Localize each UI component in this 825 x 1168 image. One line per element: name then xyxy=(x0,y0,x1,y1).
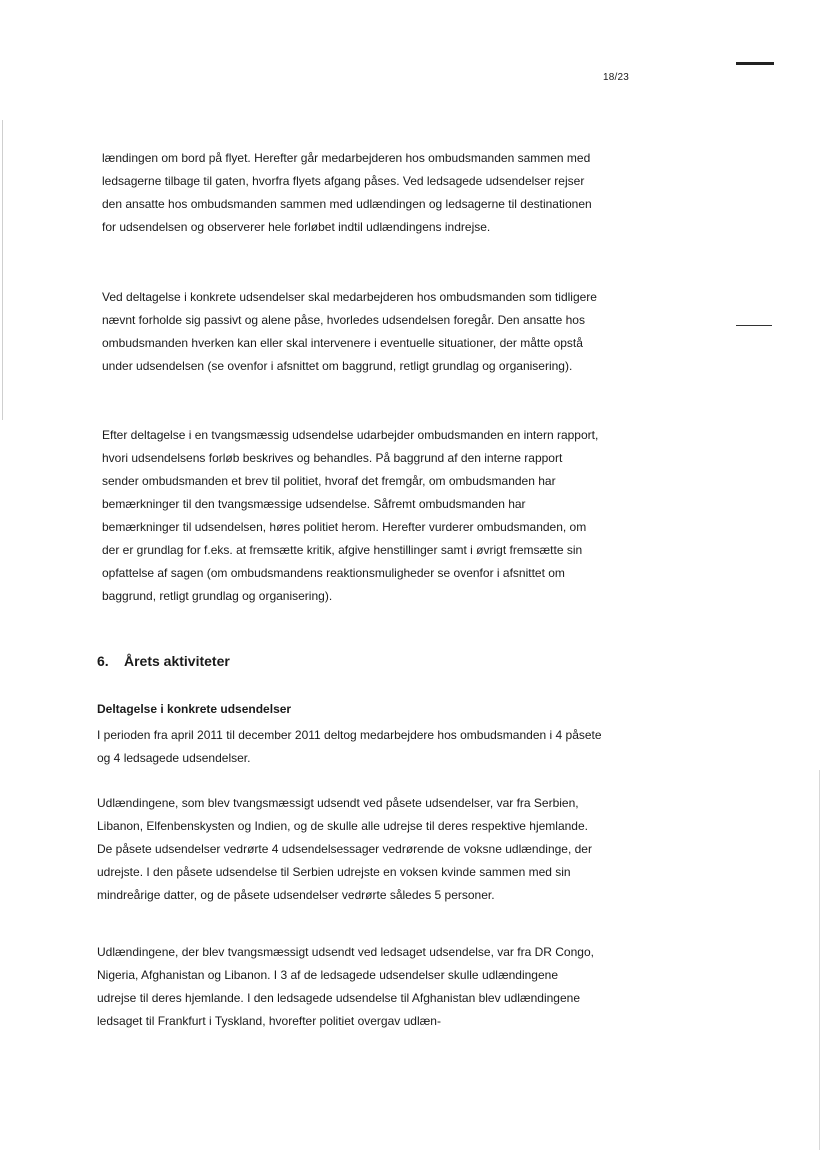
section-heading xyxy=(97,653,230,669)
body-paragraph: Udlændingene, som blev tvangsmæssigt udsendt ved påsete udsendelser, var fra Serbien, Libanon, Elfenbenskysten og Indien, og de skulle alle udrejse til deres respektive hjemlande. De påsete udsendelser vedrørte 4 udsendelsessager vedrørende de voksne udlændinge, der udrejste. I den påsete udsendelse til Serbien udrejste en voksen kvinde sammen med sin mindreårige datter, og de påsete udsendelser vedrørte således 5 personer. xyxy=(97,796,592,902)
scan-mark-margin xyxy=(736,325,772,326)
body-paragraph: I perioden fra april 2011 til december 2011 deltog medarbejdere hos ombudsmanden i 4 påsete og 4 ledsagede udsendelser. xyxy=(97,728,602,765)
scan-edge-right xyxy=(819,770,820,1150)
section-number: 6. xyxy=(97,653,109,669)
section-title: Årets aktiviteter xyxy=(124,653,230,669)
page-number: 18/23 xyxy=(603,72,630,83)
subheading: Deltagelse i konkrete udsendelser xyxy=(97,702,292,716)
body-paragraph: Efter deltagelse i en tvangsmæssig udsendelse udarbejder ombudsmanden en intern rapport, hvori udsendelsens forløb beskrives og behandles. På baggrund af den interne rapport sender ombudsmanden et brev til politiet, hvoraf det fremgår, om ombudsmanden har bemærkninger til den tvangsmæssige udsendelse. Såfremt ombudsmanden har bemærkninger til udsendelsen, høres politiet herom. Herefter vurderer ombudsmanden, om der er grundlag for f.eks. at fremsætte kritik, afgive henstillinger samt i øvrigt fremsætte sin opfattelse af sagen (om ombudsmandens reaktionsmuligheder se ovenfor i afsnittet om baggrund, retligt grundlag og organisering). xyxy=(102,428,599,603)
scan-edge-left xyxy=(2,120,3,420)
body-paragraph: lændingen om bord på flyet. Herefter går medarbejderen hos ombudsmanden sammen med ledsagerne tilbage til gaten, hvorfra flyets afgang påses. Ved ledsagede udsendelser rejser den ansatte hos ombudsmanden sammen med udlændingen og ledsagerne til destinationen for udsendelsen og observerer hele forløbet indtil udlændingens indrejse. xyxy=(102,151,592,234)
body-paragraph: Udlændingene, der blev tvangsmæssigt udsendt ved ledsaget udsendelse, var fra DR Congo, Nigeria, Afghanistan og Libanon. I 3 af de ledsagede udsendelser skulle udlændingene udrejse til deres hjemlande. I den ledsagede udsendelse til Afghanistan blev udlændingene ledsaget til Frankfurt i Tyskland, hvorefter politiet overgav udlæn- xyxy=(97,945,594,1028)
body-paragraph: Ved deltagelse i konkrete udsendelser skal medarbejderen hos ombudsmanden som tidligere nævnt forholde sig passivt og alene påse, hvorledes udsendelsen foregår. Den ansatte hos ombudsmanden hverken kan eller skal intervenere i eventuelle situationer, der måtte opstå under udsendelsen (se ovenfor i afsnittet om baggrund, retligt grundlag og organisering). xyxy=(102,290,597,373)
scan-mark-top xyxy=(736,62,774,65)
